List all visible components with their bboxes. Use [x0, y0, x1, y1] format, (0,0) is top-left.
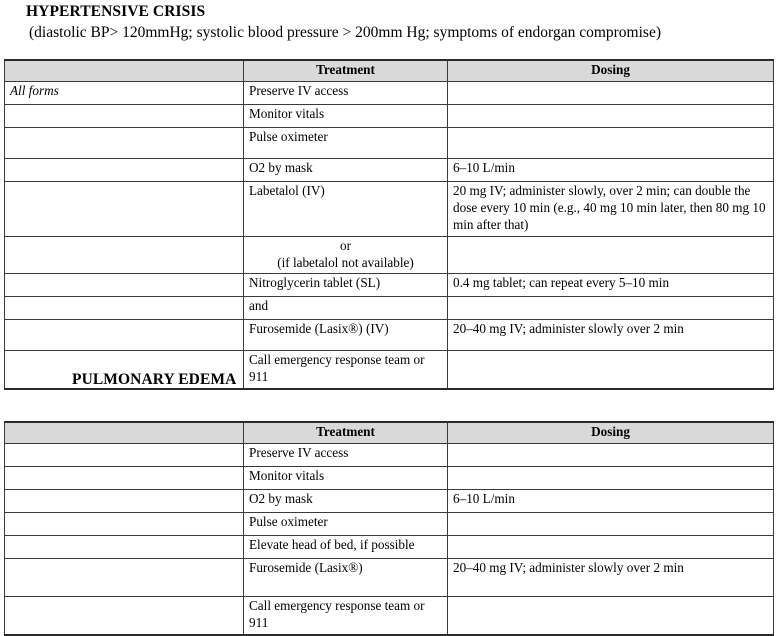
- cell-treatment-emergency: Call emergency response team or 911: [244, 351, 448, 389]
- cell-dosing: [448, 536, 774, 559]
- cell-condition: [5, 536, 244, 559]
- column-header-condition: [5, 422, 244, 444]
- cell-treatment: Elevate head of bed, if possible: [244, 536, 448, 559]
- cell-dosing: [448, 513, 774, 536]
- cell-dosing: [448, 444, 774, 467]
- cell-condition: [5, 297, 244, 320]
- table-row: [5, 128, 774, 159]
- cell-treatment-alternative: [244, 236, 448, 274]
- table-row: [5, 320, 774, 351]
- table-row: [5, 536, 774, 559]
- table-row: [5, 105, 774, 128]
- column-header-treatment: Treatment: [244, 60, 448, 82]
- cell-dosing: [448, 597, 774, 636]
- section-title-hypertensive-crisis: HYPERTENSIVE CRISIS: [26, 3, 206, 20]
- table-row: [5, 444, 774, 467]
- alternative-note: (if labetalol not available): [277, 254, 414, 270]
- table-row: [5, 513, 774, 536]
- cell-dosing: [448, 297, 774, 320]
- cell-dosing: [448, 82, 774, 105]
- cell-treatment: Monitor vitals: [244, 105, 448, 128]
- cell-condition: [5, 159, 244, 182]
- table-row: [5, 182, 774, 237]
- table-row: [5, 297, 774, 320]
- cell-dosing: [448, 236, 774, 274]
- cell-dosing: 6–10 L/min: [448, 159, 774, 182]
- cell-dosing: 6–10 L/min: [448, 490, 774, 513]
- table-row: [5, 559, 774, 597]
- cell-treatment: Furosemide (Lasix®) (IV): [244, 320, 448, 351]
- cell-condition: [5, 490, 244, 513]
- section-title-pulmonary-edema: PULMONARY EDEMA: [72, 371, 237, 388]
- cell-treatment: O2 by mask: [244, 159, 448, 182]
- cell-treatment: Preserve IV access: [244, 444, 448, 467]
- table-row: [5, 490, 774, 513]
- cell-dosing: 20–40 mg IV; administer slowly over 2 min: [448, 559, 774, 597]
- cell-treatment: Monitor vitals: [244, 467, 448, 490]
- cell-treatment: Pulse oximeter: [244, 513, 448, 536]
- table-row: [5, 236, 774, 274]
- cell-condition: [5, 513, 244, 536]
- cell-condition: All forms: [5, 82, 244, 105]
- column-header-dosing: Dosing: [448, 60, 774, 82]
- cell-condition: [5, 236, 244, 274]
- cell-dosing: [448, 128, 774, 159]
- column-header-condition: [5, 60, 244, 82]
- column-header-treatment: Treatment: [244, 422, 448, 444]
- cell-condition: [5, 128, 244, 159]
- cell-dosing: [448, 105, 774, 128]
- cell-condition: [5, 182, 244, 237]
- cell-condition: [5, 559, 244, 597]
- cell-dosing: 0.4 mg tablet; can repeat every 5–10 min: [448, 274, 774, 297]
- table-row: [5, 467, 774, 490]
- cell-condition: [5, 597, 244, 636]
- cell-dosing: [448, 351, 774, 389]
- table-row: [5, 597, 774, 636]
- hypertensive-crisis-table: [4, 59, 774, 390]
- section-subtitle-hypertensive-crisis: (diastolic BP> 120mmHg; systolic blood pressure > 200mm Hg; symptoms of endorgan compromise): [29, 24, 661, 41]
- cell-dosing: [448, 467, 774, 490]
- column-header-dosing: Dosing: [448, 422, 774, 444]
- cell-dosing: 20–40 mg IV; administer slowly over 2 min: [448, 320, 774, 351]
- table-row: [5, 274, 774, 297]
- cell-treatment-conjunction: and: [244, 297, 448, 320]
- cell-condition: [5, 320, 244, 351]
- cell-dosing: 20 mg IV; administer slowly, over 2 min; can double the dose every 10 min (e.g., 40 mg 10 min later, then 80 mg 10 min after that): [448, 182, 774, 237]
- pulmonary-edema-table: [4, 421, 774, 636]
- cell-treatment: Pulse oximeter: [244, 128, 448, 159]
- cell-condition: [5, 467, 244, 490]
- table-row: [5, 159, 774, 182]
- cell-treatment: Preserve IV access: [244, 82, 448, 105]
- cell-condition: [5, 444, 244, 467]
- alternative-keyword: or: [340, 237, 351, 253]
- table-header-row: [5, 422, 774, 444]
- table-header-row: [5, 60, 774, 82]
- cell-treatment: Nitroglycerin tablet (SL): [244, 274, 448, 297]
- cell-condition: [5, 105, 244, 128]
- table-row: [5, 82, 774, 105]
- cell-treatment: Furosemide (Lasix®): [244, 559, 448, 597]
- cell-condition: [5, 274, 244, 297]
- cell-treatment-emergency: Call emergency response team or 911: [244, 597, 448, 636]
- cell-treatment: O2 by mask: [244, 490, 448, 513]
- cell-treatment: Labetalol (IV): [244, 182, 448, 237]
